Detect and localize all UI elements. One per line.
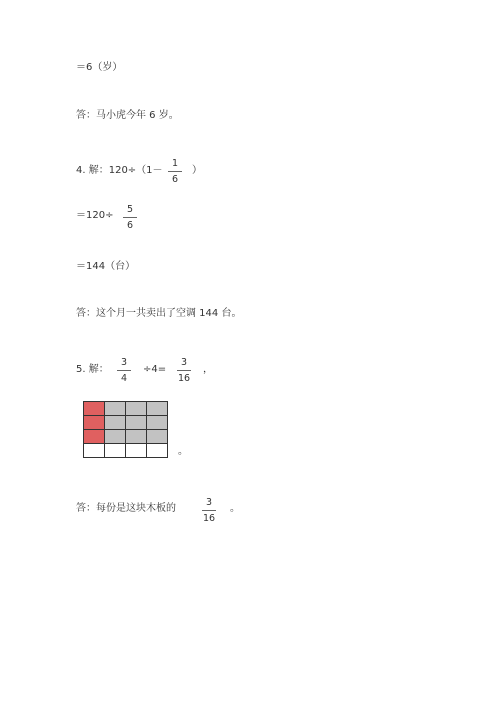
problem-5-comma: ，	[203, 364, 213, 375]
fraction-bar	[117, 370, 131, 371]
grid-cell-shaded-gray	[105, 402, 126, 416]
fraction-five-sixths	[120, 204, 140, 231]
grid-cell-shaded-red	[84, 416, 105, 430]
fraction-bar	[123, 217, 137, 218]
answer-line-1: ＝6（岁）	[76, 62, 123, 73]
fraction-bar	[168, 171, 182, 172]
grid-cell-shaded-gray	[105, 416, 126, 430]
answer-sentence-3-period: 。	[230, 503, 240, 514]
grid-cell-empty	[147, 444, 168, 458]
grid-cell-empty	[126, 444, 147, 458]
grid-cell-empty	[84, 444, 105, 458]
grid-period: 。	[178, 446, 188, 457]
problem-5-prefix: 5. 解：	[76, 364, 109, 375]
grid-cell-shaded-gray	[126, 416, 147, 430]
problem-5-operator: ÷4=	[143, 364, 167, 375]
answer-sentence-3-prefix: 答：每份是这块木板的	[76, 503, 176, 514]
fraction-numerator: 3	[120, 357, 128, 368]
fraction-denominator: 4	[120, 373, 128, 384]
grid-cell-shaded-gray	[147, 416, 168, 430]
grid-row	[84, 444, 168, 458]
fraction-denominator: 6	[171, 174, 179, 185]
grid-cell-shaded-gray	[126, 430, 147, 444]
fraction-numerator: 3	[205, 497, 213, 508]
grid-cell-shaded-gray	[147, 402, 168, 416]
grid-cell-empty	[105, 444, 126, 458]
fraction-bar	[177, 370, 191, 371]
problem-4-step-3: ＝144（台）	[76, 261, 136, 272]
fraction-bar	[202, 510, 216, 511]
answer-sentence-2: 答：这个月一共卖出了空调 144 台。	[76, 308, 242, 319]
fraction-denominator: 16	[177, 373, 191, 384]
fraction-three-quarters	[114, 357, 134, 384]
answer-sentence-1: 答：马小虎今年 6 岁。	[76, 110, 179, 121]
fraction-numerator: 3	[180, 357, 188, 368]
fraction-three-sixteenths-answer	[199, 497, 219, 524]
fraction-numerator: 1	[171, 158, 179, 169]
problem-4-step-1-prefix: 4. 解：120÷（1－	[76, 165, 163, 176]
grid-cell-shaded-gray	[147, 430, 168, 444]
problem-4-step-2-prefix: ＝120÷	[76, 210, 114, 221]
grid-cell-shaded-red	[84, 430, 105, 444]
problem-4-step-1-suffix: ）	[192, 165, 202, 176]
grid-cell-shaded-gray	[105, 430, 126, 444]
grid-row	[84, 430, 168, 444]
grid-cell-shaded-gray	[126, 402, 147, 416]
grid-row	[84, 416, 168, 430]
fraction-three-sixteenths	[174, 357, 194, 384]
fraction-grid-figure	[83, 401, 168, 458]
grid-cell-shaded-red	[84, 402, 105, 416]
fraction-denominator: 6	[126, 220, 134, 231]
fraction-denominator: 16	[202, 513, 216, 524]
grid-row	[84, 402, 168, 416]
fraction-one-sixth	[165, 158, 185, 185]
fraction-numerator: 5	[126, 204, 134, 215]
